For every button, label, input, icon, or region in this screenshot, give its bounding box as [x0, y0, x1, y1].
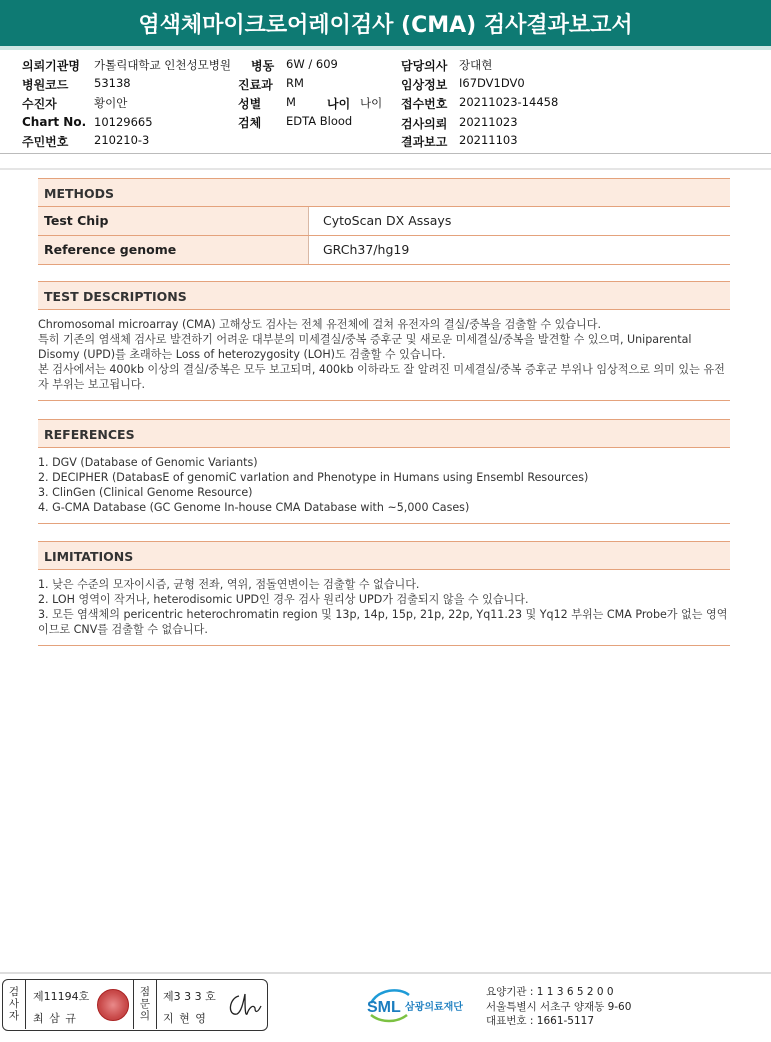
- description-line: Chromosomal microarray (CMA) 고해상도 검사는 전체 유전체에 걸쳐 유전자의 결실/중복을 검출할 수 있습니다.: [38, 318, 601, 331]
- age-label: 나이: [327, 97, 351, 111]
- sex-label: 성별: [238, 97, 262, 111]
- methods-value: GRCh37/hg19: [309, 236, 730, 264]
- chart-value: 10129665: [94, 115, 153, 129]
- clinical-value: I67DV1DV0: [459, 76, 525, 90]
- references-heading: REFERENCES: [38, 419, 730, 448]
- limitations-section: [38, 541, 730, 646]
- reference-item: 1. DGV (Database of Genomic Variants): [38, 456, 258, 469]
- reviewer-label: 점 문 의: [139, 986, 151, 1022]
- methods-section: [38, 178, 730, 265]
- seal-icon: [97, 989, 129, 1021]
- limitation-item: 3. 모든 염색체의 pericentric heterochromatin region 및 13p, 14p, 15p, 21p, 22p, Yq11.23 및 Yq12 부위는 CMA Probe가 없는 영역이므로 CNV를 검출할 수 없습니다.: [38, 608, 728, 636]
- methods-row: [38, 207, 730, 236]
- references-section: [38, 419, 730, 524]
- specimen-value: EDTA Blood: [286, 114, 353, 128]
- doctor-value: 장대현: [459, 58, 493, 72]
- description-line: 본 검사에서는 400kb 이상의 결실/중복은 모두 보고되며, 400kb 이하라도 잘 알려진 미세결실/중복 증후군 부위나 임상적으로 의미 있는 유전자 부위는 보고됩니다.: [38, 363, 725, 391]
- methods-value: CytoScan DX Assays: [309, 207, 730, 235]
- signature-box: [2, 979, 268, 1031]
- patient-name-label: 수진자: [22, 97, 57, 111]
- sml-logo-icon: [365, 985, 480, 1025]
- dept-value: RM: [286, 76, 304, 90]
- reviewer-no: 제3 3 3 호: [163, 990, 216, 1003]
- reference-item: 4. G-CMA Database (GC Genome In-house CMA Database with ~5,000 Cases): [38, 501, 470, 514]
- requester-value: 가톨릭대학교 인천성모병원: [94, 58, 231, 72]
- phone: 대표번호 : 1661-5117: [486, 1015, 595, 1027]
- hospcode-label: 병원코드: [22, 78, 69, 92]
- ward-value: 6W / 609: [286, 57, 338, 71]
- chart-label: Chart No.: [22, 115, 87, 129]
- requester-label: 의뢰기관명: [22, 59, 80, 73]
- reviewer-name: 지 현 영: [163, 1012, 207, 1025]
- resident-value: 210210-3: [94, 133, 150, 147]
- clinical-label: 임상정보: [401, 78, 448, 92]
- limitation-item: 1. 낮은 수준의 모자이시즘, 균형 전좌, 역위, 점돌연변이는 검출할 수 없습니다.: [38, 578, 420, 591]
- divider: [38, 523, 730, 524]
- hospcode-value: 53138: [94, 76, 131, 90]
- limitations-heading: LIMITATIONS: [38, 541, 730, 570]
- reference-item: 3. ClinGen (Clinical Genome Resource): [38, 486, 253, 499]
- test-descriptions-heading: TEST DESCRIPTIONS: [38, 281, 730, 310]
- institution-number: 요양기관 : 1 1 3 6 5 2 0 0: [486, 986, 614, 998]
- methods-key: Test Chip: [38, 207, 309, 235]
- age-value: 나이: [360, 96, 383, 110]
- lab-contact: [486, 985, 631, 1029]
- divider: [38, 645, 730, 646]
- receipt-value: 20211023-14458: [459, 95, 559, 109]
- receipt-label: 접수번호: [401, 97, 448, 111]
- resident-label: 주민번호: [22, 135, 69, 149]
- divider: [38, 400, 730, 401]
- tester-name: 최 삼 규: [33, 1012, 77, 1025]
- divider: [0, 168, 771, 170]
- methods-heading: METHODS: [38, 178, 730, 207]
- ward-label: 병동: [251, 59, 275, 73]
- tester-no: 제11194호: [33, 990, 90, 1003]
- report-date-value: 20211103: [459, 133, 518, 147]
- methods-key: Reference genome: [38, 236, 309, 264]
- signature-icon: [225, 990, 263, 1022]
- limitation-item: 2. LOH 영역이 작거나, heterodisomic UPD인 경우 검사 원리상 UPD가 검출되지 않을 수 있습니다.: [38, 593, 529, 606]
- svg-text:SML: SML: [367, 999, 401, 1016]
- footer-divider: [0, 972, 771, 974]
- dept-label: 진료과: [238, 78, 273, 92]
- test-descriptions-section: [38, 281, 730, 401]
- address: 서울특별시 서초구 양재동 9-60: [486, 1000, 632, 1013]
- patient-name-value: 황이안: [94, 96, 128, 110]
- request-date-value: 20211023: [459, 115, 518, 129]
- svg-text:삼광의료재단: 삼광의료재단: [405, 1002, 463, 1013]
- tester-label: 검 사 자: [8, 986, 20, 1022]
- report-date-label: 결과보고: [401, 135, 448, 149]
- divider: [0, 153, 771, 154]
- doctor-label: 담당의사: [401, 59, 448, 73]
- sex-value: M: [286, 95, 296, 109]
- specimen-label: 검체: [238, 116, 262, 130]
- report-title: 염색체마이크로어레이검사 (CMA) 검사결과보고서: [0, 0, 771, 50]
- reference-item: 2. DECIPHER (DatabasE of genomiC varIation and Phenotype in Humans using Ensembl Resources): [38, 471, 589, 484]
- request-date-label: 검사의뢰: [401, 117, 448, 131]
- patient-info: [0, 54, 771, 152]
- methods-row: [38, 236, 730, 265]
- description-line: 특히 기존의 염색체 검사로 발견하기 어려운 대부분의 미세결실/중복 증후군 및 새로운 미세결실/중복을 발견할 수 있으며, Uniparental Disomy (UPD)를 초래하는 Loss of heterozygosity (LOH)도 검출할 수 있습니다.: [38, 333, 692, 361]
